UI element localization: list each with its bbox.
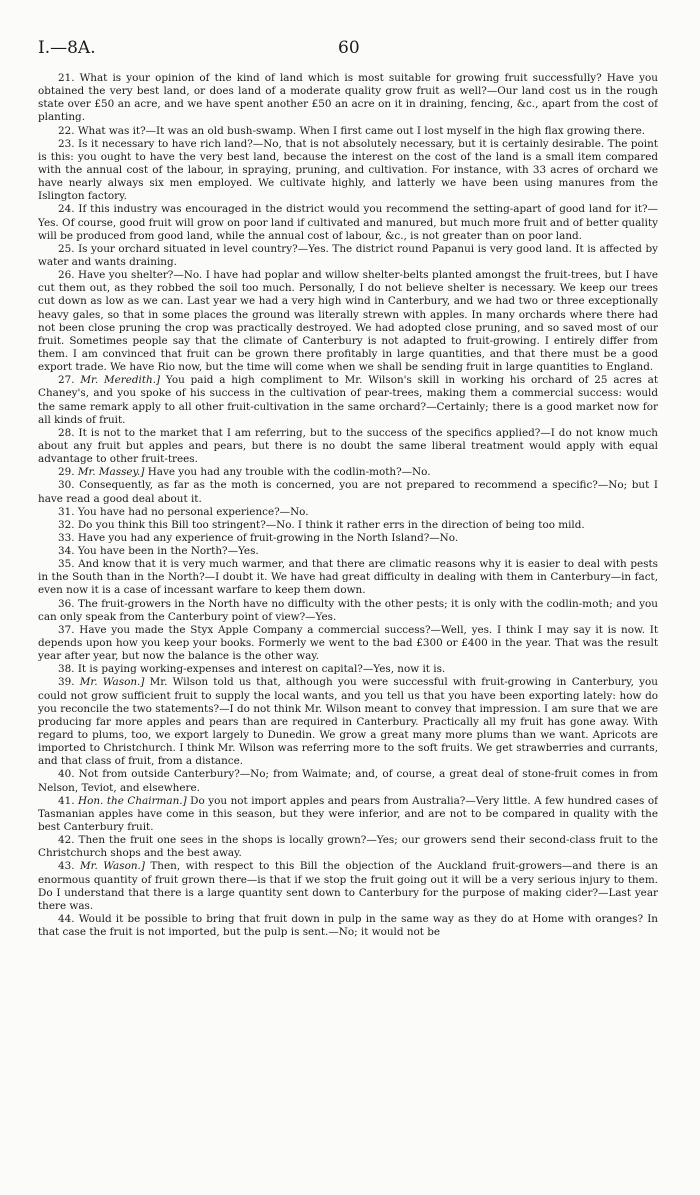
paragraph-17 xyxy=(38,624,658,663)
speaker-name: Mr. Meredith.] xyxy=(80,374,161,387)
paragraph-3 xyxy=(38,138,658,204)
paragraph-text: Have you had any trouble with the codlin-moth?—No. xyxy=(144,466,431,479)
paragraph-text: 30. Consequently, as far as the moth is concerned, you are not prepared to recommend a specific?—No; but I have read a good deal about it. xyxy=(38,479,658,505)
paragraph-text: 22. What was it?—It was an old bush-swamp. When I first came out I lost myself in the high flax growing there. xyxy=(58,124,646,137)
paragraph-16 xyxy=(38,598,658,624)
question-number: 39. xyxy=(58,676,80,689)
paragraph-19 xyxy=(38,676,658,768)
question-number: 41. xyxy=(58,794,79,807)
paragraph-text: 25. Is your orchard situated in level country?—Yes. The district round Papanui is very good land. It is affected by water and wants draining. xyxy=(38,242,658,268)
paragraph-6 xyxy=(38,269,658,374)
paragraph-2 xyxy=(38,125,658,138)
body-text xyxy=(38,72,658,1182)
page-header xyxy=(38,38,662,60)
paragraph-8 xyxy=(38,427,658,466)
paragraph-text: 44. Would it be possible to bring that fruit down in pulp in the same way as they do at Home with oranges? In that case the fruit is not imported, but the pulp is sent.—No; it would not be xyxy=(38,913,658,939)
paragraph-text: Then, with respect to this Bill the objection of the Auckland fruit-growers—and there is an enormous quantity of fruit grown there—is that if we stop the fruit going out it will be a very serious injury to them. Do I understand that there is a large quantity sent down to Canterbury for the purpose of making cider?—Last year there was. xyxy=(38,860,658,912)
paragraph-9 xyxy=(38,466,658,479)
speaker-name: Hon. the Chairman.] xyxy=(78,794,187,807)
paragraph-text: 40. Not from outside Canterbury?—No; from Waimate; and, of course, a great deal of stone-fruit comes in from Nelson, Teviot, and elsewhere. xyxy=(38,768,658,794)
speaker-name: Mr. Wason.] xyxy=(80,860,145,873)
question-number: 27. xyxy=(58,374,81,387)
paragraph-text: 35. And know that it is very much warmer, and that there are climatic reasons why it is easier to deal with pests in the South than in the North?—I doubt it. We have had great difficulty in dealing with them in Canterbury—in fact, even now it is a case of incessant warfare to keep them down. xyxy=(38,558,658,597)
paragraph-1 xyxy=(38,72,658,125)
paragraph-24 xyxy=(38,913,658,939)
paragraph-text: 34. You have been in the North?—Yes. xyxy=(58,545,259,558)
paragraph-15 xyxy=(38,558,658,597)
paragraph-text: 32. Do you think this Bill too stringent?—No. I think it rather errs in the direction of being too mild. xyxy=(58,518,585,531)
paragraph-text: 31. You have had no personal experience?—No. xyxy=(58,505,309,518)
page-number: 60 xyxy=(338,38,360,58)
paragraph-21 xyxy=(38,795,658,834)
paragraph-text: Do you not import apples and pears from Australia?—Very little. A few hundred cases of Tasmanian apples have come in this season, but they were inferior, and are not to be compared in quality with the best Canterbury fruit. xyxy=(38,794,658,834)
paragraph-text: 21. What is your opinion of the kind of land which is most suitable for growing fruit successfully? Have you obtained the very best land, or does land of a moderate quality grow fruit as well?—Our land cost us in the rough state over £50 an acre, and we have spent another £50 an acre on it in draining, fencing, &c., apart from the cost of planting. xyxy=(38,72,658,124)
paragraph-12 xyxy=(38,519,658,532)
paragraph-23 xyxy=(38,860,658,913)
paragraph-7 xyxy=(38,374,658,427)
document-reference: I.—8A. xyxy=(38,38,96,58)
paragraph-text: 42. Then the fruit one sees in the shops is locally grown?—Yes; our growers send their second-class fruit to the Christchurch shops and the best away. xyxy=(38,834,658,860)
paragraph-text: 24. If this industry was encouraged in the district would you recommend the setting-apart of good land for it?—Yes. Of course, good fruit will grow on poor land if cultivated and manured, but much more fruit and of better quality will be produced from good land, while the annual cost of labour, &c., is not greater than on poor land. xyxy=(38,203,658,242)
paragraph-text: 23. Is it necessary to have rich land?—No, that is not absolutely necessary, but it is certainly desirable. The point is this: you ought to have the very best land, because the interest on the cost of the land is a small item compared with the annual cost of the labour, in spraying, pruning, and cultivation. For instance, with 33 acres of orchard we have nearly always six men employed. We cultivate highly, and latterly we have been using manures from the Islington factory. xyxy=(38,137,658,203)
paragraph-text: 28. It is not to the market that I am referring, but to the success of the specifics applied?—I do not know much about any fruit but apples and pears, but there is no doubt the same liberal treatment would apply with equal advantage to other fruit-trees. xyxy=(38,426,658,466)
paragraph-text: 33. Have you had any experience of fruit-growing in the North Island?—No. xyxy=(58,531,459,544)
paragraph-text: 36. The fruit-growers in the North have no difficulty with the other pests; it is only with the codlin-moth; and you can only speak from the Canterbury point of view?—Yes. xyxy=(38,597,658,623)
paragraph-14 xyxy=(38,545,658,558)
paragraph-4 xyxy=(38,203,658,242)
paragraph-text: You paid a high compliment to Mr. Wilson's skill in working his orchard of 25 acres at Chaney's, and you spoke of his success in the cultivation of pear-trees, making them a commercial success: would the same remark apply to all other fruit-cultivation in the same orchard?—Certainly; there is a good market now for all kinds of fruit. xyxy=(38,374,658,426)
speaker-name: Mr. Massey.] xyxy=(77,466,145,479)
paragraph-text: 37. Have you made the Styx Apple Company a commercial success?—Well, yes. I think I may say it is now. It depends upon how you keep your books. Formerly we went to the bad £300 or £400 in the year. That was the result year after year, but now the balance is the other way. xyxy=(38,623,658,663)
paragraph-text: 26. Have you shelter?—No. I have had poplar and willow shelter-belts planted amongst the fruit-trees, but I have cut them out, as they robbed the soil too much. Personally, I do not believe shelter is necessary. We keep our trees cut down as low as we can. Last year we had a very high wind in Canterbury, and we had two or three exceptionally heavy gales, so that in some places the ground was literally strewn with apples. In many orchards where there had not been close pruning the crop was practically destroyed. We had adopted close pruning, and so saved most of our fruit. Sometimes people say that the climate of Canterbury is not adapted to fruit-growing. I entirely differ from them. I am convinced that fruit can be grown there profitably in large quantities, and that there must be a good export trade. We have Rio now, but the time will come when we shall be sending fruit in large quantities to England. xyxy=(38,269,658,374)
question-number: 43. xyxy=(58,860,81,873)
paragraph-22 xyxy=(38,834,658,860)
question-number: 29. xyxy=(58,466,78,479)
paragraph-5 xyxy=(38,243,658,269)
paragraph-text: Mr. Wilson told us that, although you were successful with fruit-growing in Canterbury, you could not grow sufficient fruit to supply the local wants, and you tell us that you have been exporting lately: how do you reconcile the two statements?—I do not think Mr. Wilson meant to convey that impression. I am sure that we are producing far more apples and pears than are required in Canterbury. Practically all my fruit has gone away. With regard to plums, too, we export largely to Dunedin. We grow a great many more plums than we want. Apricots are imported to Christchurch. I think Mr. Wilson was referring more to the soft fruits. We get strawberries and currants, and that class of fruit, from a distance. xyxy=(38,676,658,768)
speaker-name: Mr. Wason.] xyxy=(79,676,145,689)
paragraph-20 xyxy=(38,768,658,794)
paragraph-11 xyxy=(38,506,658,519)
paragraph-13 xyxy=(38,532,658,545)
paragraph-text: 38. It is paying working-expenses and interest on capital?—Yes, now it is. xyxy=(58,663,446,676)
paragraph-18 xyxy=(38,663,658,676)
paragraph-10 xyxy=(38,479,658,505)
